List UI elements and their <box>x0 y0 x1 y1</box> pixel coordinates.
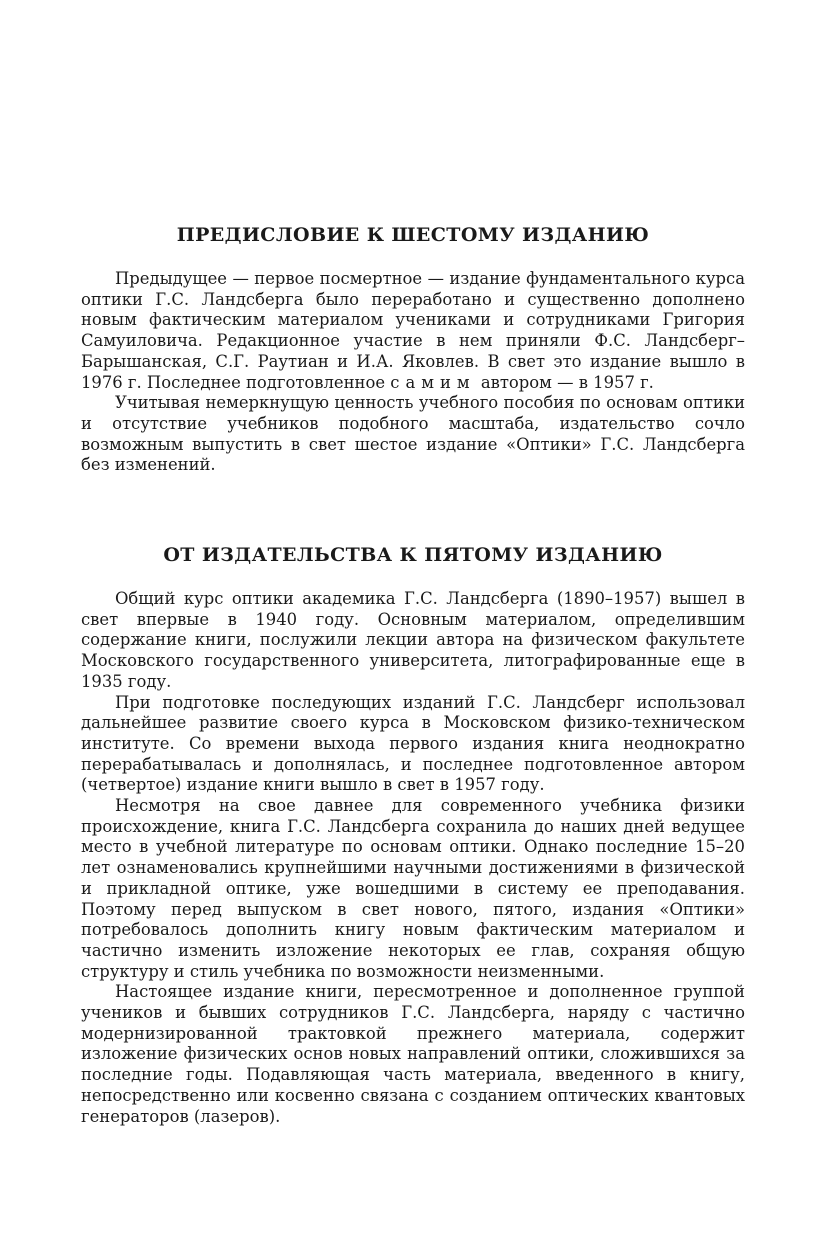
emphasized-text: самим <box>390 372 476 392</box>
section-title-publisher-fifth-edition: ОТ ИЗДАТЕЛЬСТВА К ПЯТОМУ ИЗДАНИЮ <box>163 544 663 566</box>
paragraph: Несмотря на свое давнее для современного учебника физики происхождение, книга Г.С. Ландсберга сохранила до наших дней ведущее место в учебной литературе по основам оптики. Однако последние 15–20 лет ознаменовались крупнейшими научными достижениями в физической и прикладной оптике, уже вошедшими в систему ее преподавания. Поэтому перед выпуском в свет нового, пятого, издания «Оптики» потребовалось дополнить книгу новым фактическим материалом и частично изменить изложение некоторых ее глав, сохраняя общую структуру и стиль учебника по возможности неизменными. <box>81 796 745 981</box>
paragraph: Общий курс оптики академика Г.С. Ландсберга (1890–1957) вышел в свет впервые в 1940 году. Основным материалом, определившим содержание книги, послужили лекции автора на физическом факультете Московского государственного университета, литографированные еще в 1935 году. <box>81 589 745 691</box>
paragraph: Учитывая немеркнущую ценность учебного пособия по основам оптики и отсутствие учебников подобного масштаба, издательство сочло возможным выпустить в свет шестое издание «Оптики» Г.С. Ландсберга без изменений. <box>81 393 745 475</box>
paragraph: При подготовке последующих изданий Г.С. Ландсберг использовал дальнейшее развитие своего курса в Московском физико-техническом институте. Со времени выхода первого издания книга неоднократно перерабатывалась и дополнялась, и последнее подготовленное автором (четвертое) издание книги вышло в свет в 1957 году. <box>81 692 745 795</box>
section-title-sixth-edition-preface: ПРЕДИСЛОВИЕ К ШЕСТОМУ ИЗДАНИЮ <box>176 224 650 246</box>
sixth-edition-preface-text <box>81 269 745 476</box>
paragraph: Настоящее издание книги, пересмотренное и дополненное группой учеников и бывших сотрудников Г.С. Ландсберга, наряду с частично модернизированной трактовкой прежнего материала, содержит изложение физических основ новых направлений оптики, сложившихся за последние годы. Подавляющая часть материала, введенного в книгу, непосредственно или косвенно связана с созданием оптических квантовых генераторов (лазеров). <box>81 982 745 1126</box>
paragraph-text: Предыдущее — первое посмертное — издание фундаментального курса оптики Г.С. Ландсберга было переработано и существенно дополнено новым фактическим материалом учениками и сотрудниками Григория Самуиловича. Редакционное участие в нем приняли Ф.С. Ландсберг–Барышанская, С.Г. Раутиан и И.А. Яковлев. В свет это издание вышло в 1976 г. Последнее подготовленное <box>81 269 745 392</box>
publisher-fifth-edition-text <box>81 589 745 1127</box>
paragraph <box>81 269 745 393</box>
paragraph-text: автором — в 1957 г. <box>480 372 654 392</box>
